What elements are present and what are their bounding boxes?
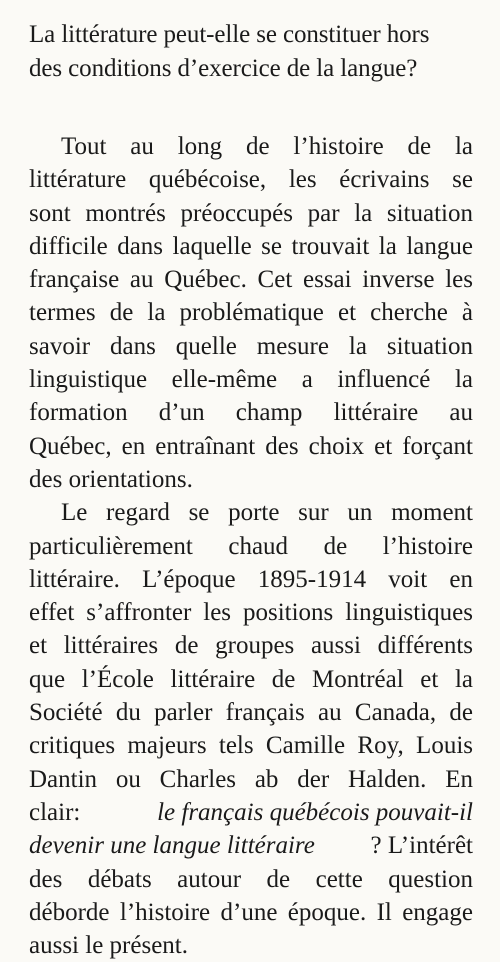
text-line: difficile dans laquelle se trouvait la langue [29,232,473,260]
text-line: termes de la problématique et cherche à [29,299,473,327]
question-line: des conditions d’exercice de la langue? [29,55,418,82]
text-line: aussi le présent. [29,932,188,960]
italic-text: devenir une langue littéraire [29,832,315,860]
text-line: particulièrement chaud de l’histoire [29,532,473,560]
text-line-mixed [29,829,473,862]
question-line: La littérature peut-elle se constituer hors [29,21,430,48]
text-line: française au Québec. Cet essai inverse les [29,266,473,294]
text-line: sont montrés préoccupés par la situation [29,199,473,227]
text-line: Québec, en entraînant des choix et forçant [29,432,473,460]
paragraph-2 [29,496,473,962]
text-line: effet s’affronter les positions linguistiques [29,599,473,627]
text-line: que l’École littéraire de Montréal et la [29,665,473,693]
opening-question [29,18,473,86]
text-line: formation d’un champ littéraire au [29,399,473,427]
text-line: littérature québécoise, les écrivains se [29,166,473,194]
text-line: Tout au long de l’histoire de la [61,133,473,160]
text-line: des débats autour de cette question [29,865,473,893]
text-line-mixed [29,796,473,829]
text-line: littéraire. L’époque 1895-1914 voit en [29,565,473,593]
text-line: Le regard se porte sur un moment [61,499,473,527]
text-line: linguistique elle-même a influencé la [29,366,473,394]
text-line: des orientations. [29,465,193,493]
plain-text: clair: [29,798,87,826]
text-line: déborde l’histoire d’une époque. Il engage [29,898,473,926]
text-line: savoir dans quelle mesure la situation [29,332,473,360]
plain-text: ? L’intérêt [370,832,473,860]
text-line: Société du parler français au Canada, de [29,699,473,727]
text-line: et littéraires de groupes aussi différents [29,632,473,660]
text-line: Dantin ou Charles ab der Halden. En [29,765,473,793]
italic-text: le français québécois pouvait-il [157,798,473,826]
paragraph-1 [29,130,473,496]
text-line: critiques majeurs tels Camille Roy, Louis [29,732,473,760]
